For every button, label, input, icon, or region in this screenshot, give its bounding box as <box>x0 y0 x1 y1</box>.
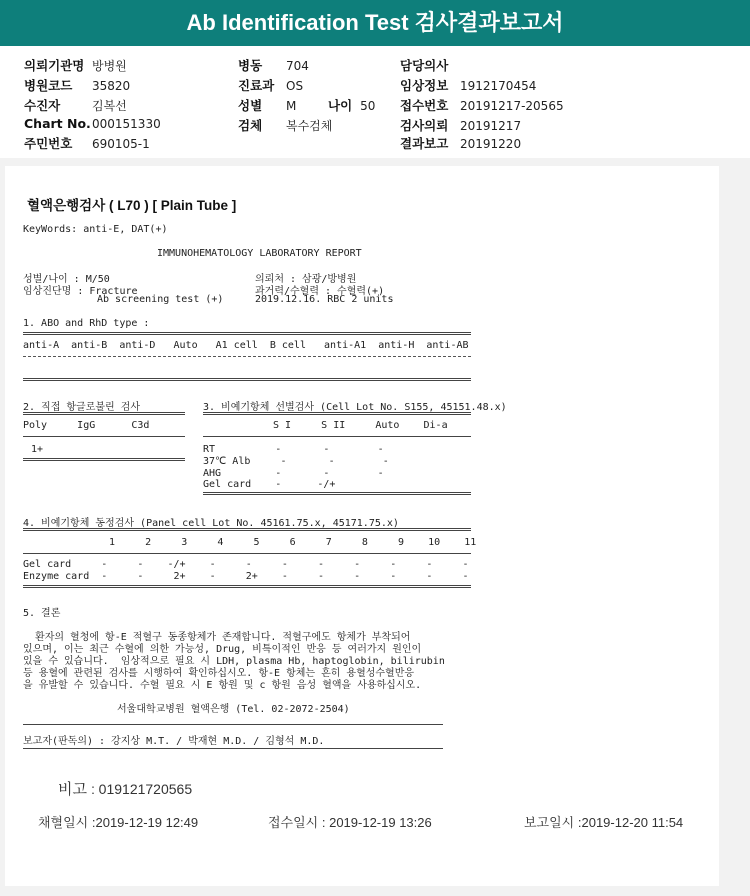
patient-value: 김복선 <box>92 99 127 113</box>
note-value: 019121720565 <box>98 781 193 797</box>
physician-label: 담당의사 <box>400 58 449 73</box>
lab-report-title: IMMUNOHEMATOLOGY LABORATORY REPORT <box>157 248 362 259</box>
age-label: 나이 <box>328 98 353 113</box>
reported-label: 보고일시 <box>524 815 575 830</box>
section4-mid-rule <box>23 553 471 554</box>
hospital-code-label: 병원코드 <box>24 78 73 93</box>
chart-no-value: 000151330 <box>92 117 161 131</box>
resident-no-label: 주민번호 <box>24 136 73 151</box>
conclusion-line: 있으며, 이는 최근 수혈에 의한 가능성, Drug, 비특이적인 반응 등 여러가지 원인이 <box>23 644 422 655</box>
report-date-value: 20191220 <box>460 137 522 151</box>
request-date-label: 검사의뢰 <box>400 118 449 133</box>
conclusion-line: 있을 수 있습니다. 임상적으로 필요 시 LDH, plasma Hb, haptoglobin, bilirubin <box>23 656 445 667</box>
receipt-no-label: 접수번호 <box>400 98 449 113</box>
receipt-no-value: 20191217-20565 <box>460 99 564 113</box>
scanned-report <box>5 166 719 747</box>
section1-title: 1. ABO and RhD type : <box>23 318 150 329</box>
section1-mid-rule <box>23 356 471 357</box>
diagnosis-line: 임상진단명 : Fracture <box>23 286 138 297</box>
sex-label: 성별 <box>238 98 263 113</box>
conclusion-line: 등 용혈에 관련된 검사를 시행하여 확인하십시오. 항-E 항체는 흔히 용혈성수혈반응 <box>23 668 415 679</box>
collected-value: 2019-12-19 12:49 <box>95 815 199 830</box>
diagnosis-extra: Ab screening test (+) <box>97 294 224 305</box>
section3-headers: S I S II Auto Di-a <box>273 420 448 431</box>
resident-no-value: 690105-1 <box>92 137 150 151</box>
section4-bottom-rule <box>23 585 471 588</box>
report-heading: 혈액은행검사 ( L70 ) [ Plain Tube ] <box>27 198 237 213</box>
received-value: 2019-12-19 13:26 <box>329 815 432 830</box>
conclusion-line: 환자의 혈청에 항-E 적혈구 동종항체가 존재합니다. 적혈구에도 항체가 부착되어 <box>23 632 411 643</box>
sex-value: M <box>286 99 297 113</box>
section2-value: 1+ <box>31 444 44 455</box>
clinical-info-label: 임상정보 <box>400 78 449 93</box>
hospital-name-value: 방병원 <box>92 59 127 73</box>
clinical-info-value: 1912170454 <box>460 79 537 93</box>
specimen-label: 검체 <box>238 118 263 133</box>
hospital-code-value: 35820 <box>92 79 131 93</box>
section4-headers: 1 2 3 4 5 6 7 8 9 10 11 <box>109 537 477 548</box>
section3-row: 37℃ Alb - - - <box>203 456 389 467</box>
section2-headers: Poly IgG C3d <box>23 420 150 431</box>
report-date-label: 결과보고 <box>400 136 449 151</box>
reporter-bottom-rule <box>23 748 443 749</box>
section3-title: 3. 비예기항체 선별검사 (Cell Lot No. S155, 45151.48.x) <box>203 402 507 413</box>
section1-top-rule <box>23 332 471 335</box>
note-label: 비고 <box>58 781 87 798</box>
section2-mid-rule <box>23 436 185 437</box>
section3-top-rule <box>203 412 471 415</box>
received-label: 접수일시 <box>268 815 319 830</box>
specimen-value: 복수검체 <box>286 119 333 133</box>
reported-value: 2019-12-20 11:54 <box>581 815 684 830</box>
keywords: KeyWords: anti-E, DAT(+) <box>23 224 168 235</box>
section1-bottom-rule <box>23 378 471 381</box>
patient-label: 수진자 <box>24 98 61 113</box>
ward-value: 704 <box>286 59 309 73</box>
section3-row: RT - - - <box>203 444 384 455</box>
section4-title: 4. 비예기항체 동정검사 (Panel cell Lot No. 45161.75.x, 45171.75.x) <box>23 518 399 529</box>
section4-row: Enzyme card - - 2+ - 2+ - - - - - - <box>23 571 469 582</box>
section3-row: Gel card - -/+ <box>203 479 336 490</box>
section2-top-rule <box>23 412 185 415</box>
request-date-value: 20191217 <box>460 119 522 133</box>
section2-bottom-rule <box>23 458 185 461</box>
section3-bottom-rule <box>203 492 471 495</box>
department-value: OS <box>286 79 304 93</box>
conclusion-line: 을 유발할 수 있습니다. 수혈 필요 시 E 항원 및 c 항원 음성 혈액을 사용하십시오. <box>23 680 422 691</box>
hospital-name-label: 의뢰기관명 <box>24 58 85 73</box>
section2-title: 2. 직접 항글로불린 검사 <box>23 402 141 413</box>
ward-label: 병동 <box>238 58 263 73</box>
sex-age-line: 성별/나이 : M/50 <box>23 274 110 285</box>
section5-title: 5. 결론 <box>23 608 61 619</box>
age-value: 50 <box>360 99 376 113</box>
requester-line: 의뢰처 : 삼광/방병원 <box>255 274 357 285</box>
history-detail: 2019.12.16. RBC 2 units <box>255 294 394 305</box>
reporter-top-rule <box>23 724 443 725</box>
reporters: 보고자(판독의) : 강지상 M.T. / 박재현 M.D. / 김형석 M.D. <box>23 736 325 747</box>
section1-headers: anti-A anti-B anti-D Auto A1 cell B cell anti-A1 anti-H anti-AB <box>23 340 469 351</box>
department-label: 진료과 <box>238 78 275 93</box>
chart-no-label: Chart No. <box>24 116 91 131</box>
section4-top-rule <box>23 528 471 531</box>
section3-row: AHG - - - <box>203 468 384 479</box>
report-title-banner: Ab Identification Test 검사결과보고서 <box>0 0 750 46</box>
section3-mid-rule <box>203 436 471 437</box>
history-line: 과거력/수혈력 : 수혈력(+) <box>255 286 385 297</box>
section4-row: Gel card - - -/+ - - - - - - - - <box>23 559 469 570</box>
collected-label: 채혈일시 <box>38 815 89 830</box>
hospital-contact: 서울대학교병원 혈액은행 (Tel. 02-2072-2504) <box>117 704 350 715</box>
